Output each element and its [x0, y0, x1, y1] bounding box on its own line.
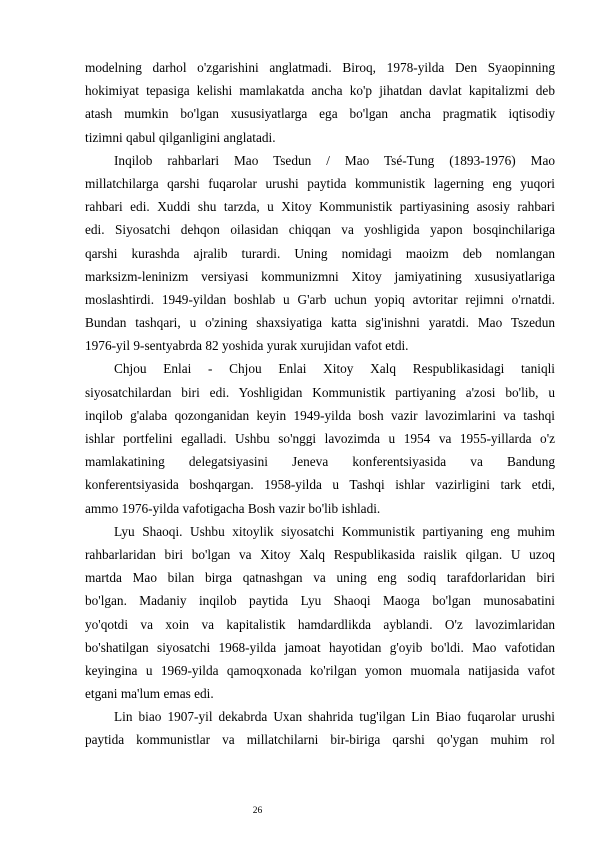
text-line: yo'qotdi va xoin va kapitalistik hamdardlikda ayblandi. O'z lavozimlaridan	[85, 616, 555, 632]
text-line: ammo 1976-yilda vafotigacha Bosh vazir bo'lib ishladi.	[85, 500, 381, 516]
text-line: hokimiyat tepasiga kelishi mamlakatda ancha ko'p jihatdan davlat kapitalizmi deb	[85, 83, 555, 99]
paragraph-chjou-enlai	[85, 357, 555, 519]
text-line: siyosatchilardan biri edi. Yoshligidan Kommunistik partiyaning a'zosi bo'lib, u	[85, 384, 555, 400]
paragraph-mao-tsedun	[85, 149, 555, 358]
text-line: rahbarlaridan biri bo'lgan va Xitoy Xalq Respublikasida raislik qilgan. U uzoq	[85, 546, 555, 562]
text-line: keyingina u 1969-yilda qamoqxonada ko'rilgan yomon muomala natijasida vafot	[85, 662, 555, 678]
text-line: Inqilob rahbarlari Mao Tsedun / Mao Tsé-Tung (1893-1976) Mao	[114, 152, 555, 168]
text-line: Bundan tashqari, u o'zining shaxsiyatiga katta sig'inishni yaratdi. Mao Tszedun	[85, 315, 555, 331]
text-line: bo'lgan. Madaniy inqilob paytida Lyu Shaoqi Maoga bo'lgan munosabatini	[85, 593, 555, 609]
paragraph-lin-biao	[85, 705, 555, 751]
text-line: atash mumkin bo'lgan xususiyatlarga ega bo'lgan ancha pragmatik iqtisodiy	[85, 106, 555, 122]
text-line: 1976-yil 9-sentyabrda 82 yoshida yurak xurujidan vafot etdi.	[85, 338, 409, 354]
text-line: edi. Siyosatchi dehqon oilasidan chiqqan va yoshligida yapon bosqinchilariga	[85, 222, 555, 238]
text-line: moslashtirdi. 1949-yildan boshlab u G'arb uchun yopiq avtoritar rejimni o'rnatdi.	[85, 291, 555, 307]
text-line: Lyu Shaoqi. Ushbu xitoylik siyosatchi Kommunistik partiyaning eng muhim	[114, 523, 555, 539]
text-line: Chjou Enlai - Chjou Enlai Xitoy Xalq Respublikasidagi taniqli	[114, 361, 555, 377]
text-line: Lin biao 1907-yil dekabrda Uxan shahrida tug'ilgan Lin Biao fuqarolar urushi	[114, 709, 555, 725]
text-line: mamlakatining delegatsiyasini Jeneva konferentsiyasida va Bandung	[85, 454, 555, 470]
text-line: martda Mao bilan birga qatnashgan va uning eng sodiq tarafdorlaridan biri	[85, 570, 555, 586]
text-line: rahbari edi. Xuddi shu tarzda, u Xitoy Kommunistik partiyasining asosiy rahbari	[85, 199, 555, 215]
text-line: ishlar portfelini egalladi. Ushbu so'nggi lavozimda u 1954 va 1955-yillarda o'z	[85, 431, 555, 446]
paragraph-lyu-shaoqi	[85, 520, 555, 706]
paragraph-continuation	[85, 56, 555, 149]
text-line: millatchilarga qarshi fuqarolar urushi paytida kommunistik lagerning eng yuqori	[85, 175, 555, 191]
text-line: modelning darhol o'zgarishini anglatmadi. Biroq, 1978-yilda Den Syaopinning	[85, 60, 555, 75]
text-line: tizimni qabul qilganligini anglatadi.	[85, 129, 276, 145]
page-number: 26	[252, 806, 263, 816]
text-line: qarshi kurashda ajralib turardi. Uning nomidagi maoizm deb nomlangan	[85, 245, 555, 261]
text-line: inqilob g'alaba qozonganidan keyin 1949-yilda bosh vazir lavozimlarini va tashqi	[85, 407, 555, 423]
text-line: marksizm-leninizm versiyasi kommunizmni Xitoy jamiyatining xususiyatlariga	[85, 268, 555, 284]
document-page	[85, 56, 555, 752]
text-line: etgani ma'lum emas edi.	[85, 686, 214, 702]
text-line: paytida kommunistlar va millatchilarni bir-biriga qarshi qo'ygan muhim rol	[85, 732, 555, 748]
text-line: konferentsiyasida boshqargan. 1958-yilda u Tashqi ishlar vazirligini tark etdi,	[85, 477, 555, 493]
text-line: bo'shatilgan siyosatchi 1968-yilda jamoat hayotidan g'oyib bo'ldi. Mao vafotidan	[85, 639, 555, 655]
